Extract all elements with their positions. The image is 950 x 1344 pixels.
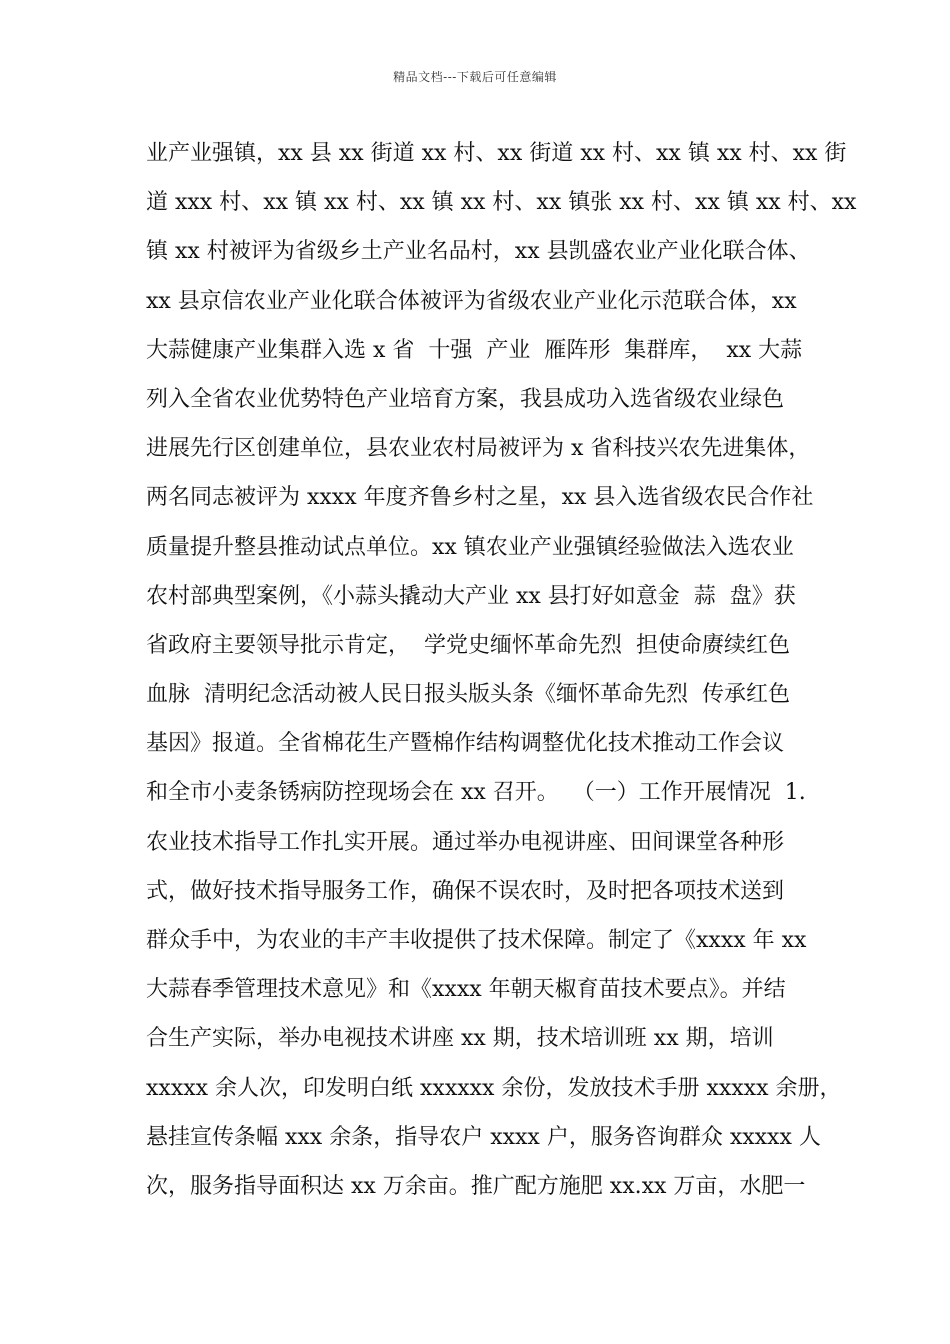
text-line: 镇 xx 村被评为省级乡土产业名品村，xx 县凯盛农业产业化联合体、 [146, 239, 811, 265]
text-line: 基因》报道。全省棉花生产暨棉作结构调整优化技术推动工作会议 [146, 731, 785, 757]
text-line: 业产业强镇，xx 县 xx 街道 xx 村、xx 街道 xx 村、xx 镇 xx 村、xx 街 [146, 141, 847, 166]
text-line: 两名同志被评为 xxxx 年度齐鲁乡村之星，xx 县入选省级农民合作社 [146, 485, 814, 511]
page-header: 精品文档---下载后可任意编辑 [393, 70, 557, 84]
text-line: 农村部典型案例，《小蒜头撬动大产业 xx 县打好如意金 蒜 盘》获 [146, 583, 796, 609]
text-line: 农业技术指导工作扎实开展。通过举办电视讲座、田间课堂各种形 [146, 829, 785, 855]
text-line: 列入全省农业优势特色产业培育方案，我县成功入选省级农业绿色 [146, 386, 785, 412]
text-line: 合生产实际，举办电视技术讲座 xx 期，技术培训班 xx 期，培训 [146, 1026, 774, 1052]
text-line: 群众手中，为农业的丰产丰收提供了技术保障。制定了《xxxx 年 xx [146, 928, 807, 953]
text-line: 式，做好技术指导服务工作，确保不误农时，及时把各项技术送到 [146, 878, 785, 904]
text-line: 悬挂宣传条幅 xxx 余条，指导农户 xxxx 户，服务咨询群众 xxxxx 人 [146, 1124, 821, 1150]
text-line: 大蒜春季管理技术意见》和《xxxx 年朝天椒育苗技术要点》。并结 [146, 977, 786, 1003]
body-text [146, 134, 857, 1216]
text-line: 大蒜健康产业集群入选 x 省 十强 产业 雁阵形 集群库， xx 大蒜 [146, 337, 803, 363]
text-line: xxxxx 余人次，印发明白纸 xxxxxx 余份，发放技术手册 xxxxx 余册， [146, 1075, 842, 1101]
text-line: xx 县京信农业产业化联合体被评为省级农业产业化示范联合体，xx [146, 288, 797, 314]
text-line: 和全市小麦条锈病防控现场会在 xx 召开。 （一）工作开展情况 1. [146, 780, 806, 806]
text-line: 道 xxx 村、xx 镇 xx 村、xx 镇 xx 村、xx 镇张 xx 村、xx 镇 xx 村、xx [146, 190, 857, 216]
text-line: 进展先行区创建单位，县农业农村局被评为 x 省科技兴农先进集体， [146, 436, 811, 462]
text-line: 血脉 清明纪念活动被人民日报头版头条《缅怀革命先烈 传承红色 [146, 682, 790, 708]
text-line: 次，服务指导面积达 xx 万余亩。推广配方施肥 xx.xx 万亩，水肥一 [146, 1173, 806, 1199]
text-line: 省政府主要领导批示肯定， 学党史缅怀革命先烈 担使命赓续红色 [146, 632, 790, 658]
text-line: 质量提升整县推动试点单位。xx 镇农业产业强镇经验做法入选农业 [146, 534, 794, 560]
